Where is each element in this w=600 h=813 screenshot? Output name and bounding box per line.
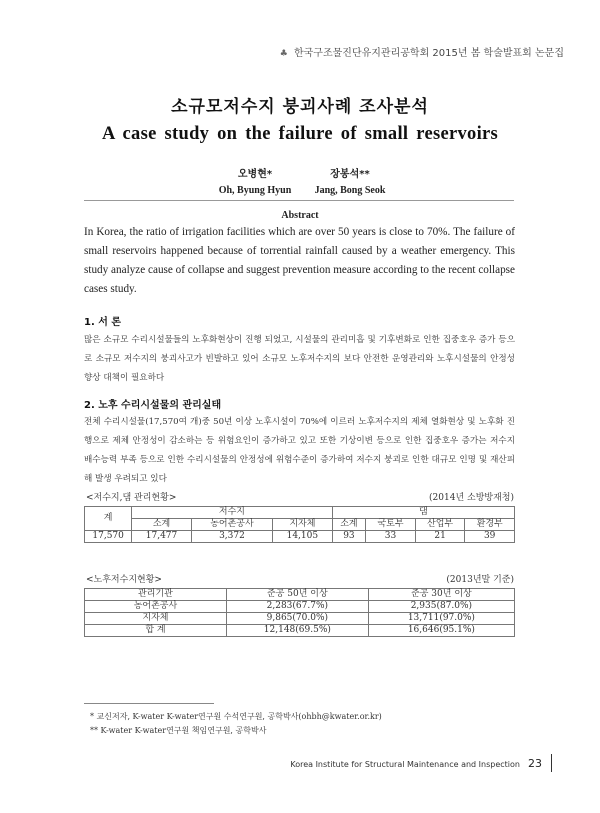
section-1-text: 많은 소규모 수리시설물들의 노후화현상이 진행 되었고, 시설물의 관리미흡 및 기후변화로 인한 집중호우 증가 등으로 소규모 저수지의 붕괴사고가 빈발하고 있어 소규모 노후저수지의 보다 안전한 운영관리와 노후시설물의 안정성 향상 대책이 필요하다	[84, 335, 515, 383]
author-1-korean: 오병현*	[237, 169, 273, 180]
table-cell: 21	[415, 531, 465, 543]
footnote-2: ** K-water K-water연구원 책임연구원, 공학박사	[90, 726, 267, 735]
table-cell: 33	[366, 531, 416, 543]
table-cell: 39	[465, 531, 515, 543]
subheader-cell: 국토부	[366, 519, 416, 531]
table-cell: 14,105	[273, 531, 332, 543]
footer-institute: Korea Institute for Structural Maintenance and Inspection	[290, 760, 520, 769]
subheader-cell: 농어촌공사	[191, 519, 272, 531]
table-cell: 농어촌공사	[85, 601, 227, 613]
section-2-heading: 2. 노후 수리시설물의 관리실태	[84, 400, 222, 411]
running-header	[280, 44, 564, 59]
table-cell: 2,283(67.7%)	[226, 601, 368, 613]
page-number: 23	[528, 757, 542, 770]
journal-title: 한국구조물진단유지관리공학회 2015년 봄 학술발표회 논문집	[293, 48, 564, 59]
header-cell: 준공 30년 이상	[368, 589, 514, 601]
club-icon: ♣	[279, 49, 288, 59]
table-2-caption: <노후저수지현황>	[86, 575, 162, 585]
abstract-heading: Abstract	[281, 210, 319, 221]
subheader-cell: 환경부	[465, 519, 515, 531]
table-cell: 지자체	[85, 613, 227, 625]
author-1-english: Oh, Byung Hyun	[218, 185, 292, 196]
aging-reservoir-table	[84, 588, 515, 637]
section-1-heading: 1. 서 론	[84, 317, 122, 328]
table-cell: 17,477	[132, 531, 191, 543]
table-2-source: (2013년말 기준)	[446, 575, 514, 585]
author-2-english: Jang, Bong Seok	[314, 185, 386, 196]
abstract-text: In Korea, the ratio of irrigation facilities which are over 50 years is close to 70%. The failure of small reservoirs happened because of torrential rainfall caused by a weather emergency. This study analyze cause of collapse and suggest prevention measure according to the recent collapse cases study.	[84, 226, 515, 295]
table-row	[85, 613, 515, 625]
table-cell: 13,711(97.0%)	[368, 613, 514, 625]
footnote-divider	[84, 703, 214, 704]
table-cell: 3,372	[191, 531, 272, 543]
subheader-cell: 소계	[132, 519, 191, 531]
table-row	[85, 601, 515, 613]
reservoir-dam-table	[84, 506, 515, 543]
title-english: A case study on the failure of small reservoirs	[101, 124, 499, 144]
table-1-caption: <저수지,댐 관리현황>	[86, 493, 177, 503]
header-dam: 댐	[332, 507, 514, 519]
table-cell: 2,935(87.0%)	[368, 601, 514, 613]
header-cell: 준공 50년 이상	[226, 589, 368, 601]
header-cell: 관리기관	[85, 589, 227, 601]
table-cell: 17,570	[85, 531, 132, 543]
title-korean: 소규모저수지 붕괴사례 조사분석	[171, 97, 429, 117]
table-cell: 합 계	[85, 625, 227, 637]
table-row	[85, 531, 515, 543]
table-cell: 93	[332, 531, 366, 543]
table-cell: 16,646(95.1%)	[368, 625, 514, 637]
table-cell: 9,865(70.0%)	[226, 613, 368, 625]
title-divider	[84, 200, 514, 201]
author-1	[205, 165, 305, 196]
table-row	[85, 625, 515, 637]
author-2	[300, 165, 400, 196]
table-cell: 12,148(69.5%)	[226, 625, 368, 637]
author-2-korean: 장봉석**	[330, 169, 370, 180]
subheader-cell: 소계	[332, 519, 366, 531]
subheader-cell: 산업부	[415, 519, 465, 531]
section-2-text: 전체 수리시설물(17,570여 개)중 50년 이상 노후시설이 70%에 이르러 노후저수지의 제체 열화현상 및 노후화 진행으로 제체 안정성이 감소하는 등 위험요인이 증가하고 있고 또한 기상이변 등으로 인한 집중호우 증가는 저수지 배수능력 부족 등으로 인한 수리시설물의 안정성에 위험수준이 증가하여 저수지 붕괴로 인한 대규모 인명 및 재산피해 발생 우려되고 있다	[84, 417, 515, 484]
page-number-bar	[551, 754, 552, 772]
subheader-cell: 지자체	[273, 519, 332, 531]
header-reservoir: 저수지	[132, 507, 332, 519]
header-total: 계	[85, 507, 132, 531]
footnote-1: * 교신저자, K-water K-water연구원 수석연구원, 공학박사(ohbh@kwater.or.kr)	[90, 712, 382, 721]
table-1-source: (2014년 소방방재청)	[429, 493, 514, 503]
